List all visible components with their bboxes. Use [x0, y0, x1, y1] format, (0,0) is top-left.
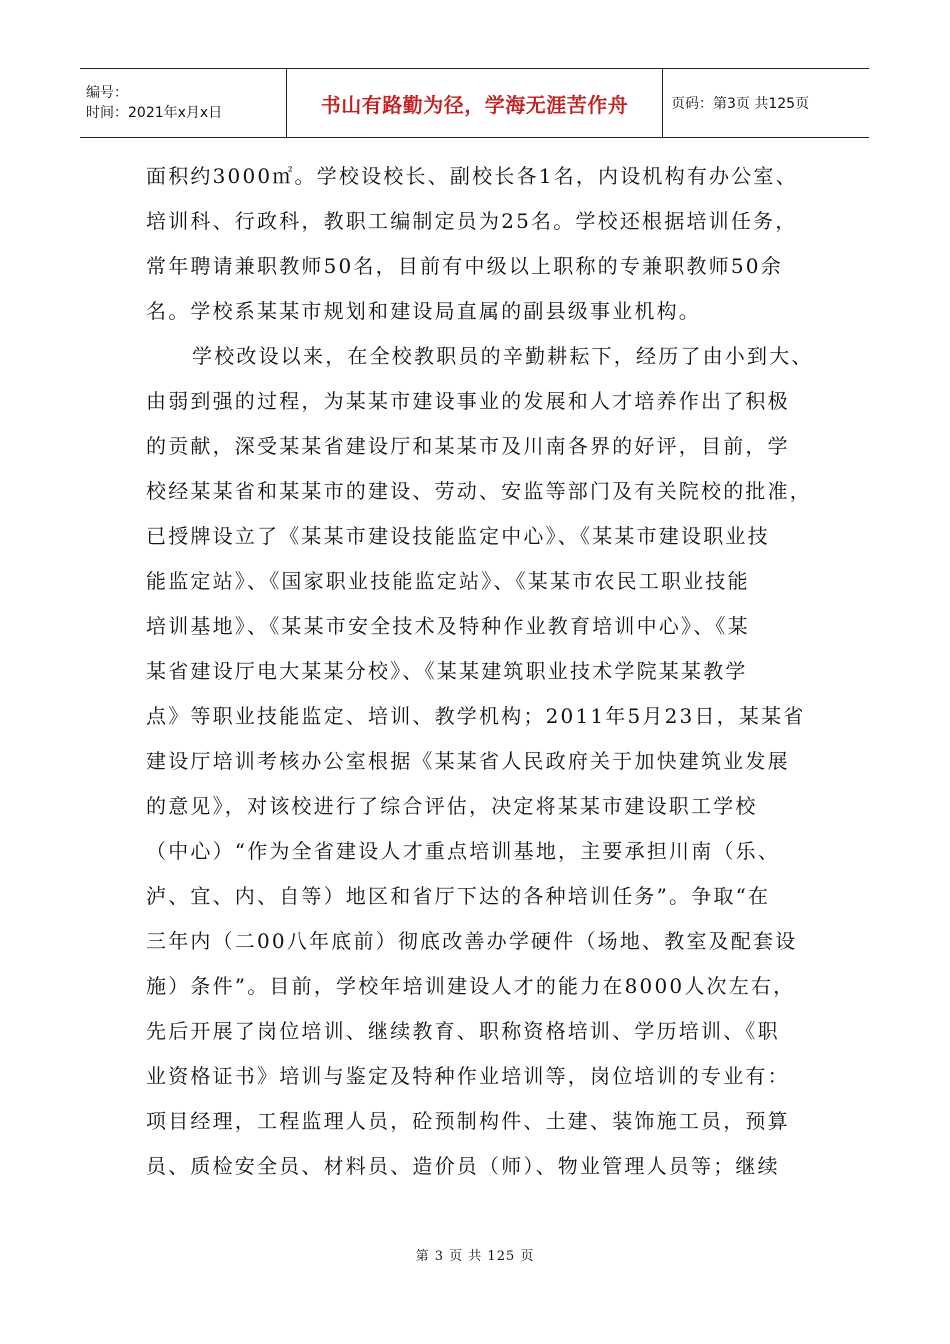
body-line: 面积约3000㎡。学校设校长、副校长各1名，内设机构有办公室、 — [146, 164, 798, 188]
motto: 书山有路勤为径，学海无涯苦作舟 — [320, 92, 629, 117]
body-line: （中心）“作为全省建设人才重点培训基地，主要承担川南（乐、 — [146, 839, 781, 863]
header-motto-cell — [287, 69, 663, 137]
body-line: 三年内（二00八年底前）彻底改善办学硬件（场地、教室及配套设 — [146, 929, 798, 953]
header-meta — [80, 69, 287, 137]
header-page-info-cell — [663, 69, 869, 137]
page-info: 页码：第3页 共125页 — [671, 96, 810, 112]
body-line: 能监定站》、《国家职业技能监定站》、《某某市农民工职业技能 — [146, 569, 750, 593]
body-line: 名。学校系某某市规划和建设局直属的副县级事业机构。 — [146, 299, 701, 323]
body-line: 业资格证书》培训与鉴定及特种作业培训等，岗位培训的专业有： — [146, 1064, 790, 1088]
body-line: 建设厅培训考核办公室根据《某某省人民政府关于加快建筑业发展 — [146, 749, 790, 773]
doc-number-label: 编号： — [86, 85, 128, 101]
body-line: 某省建设厅电大某某分校》、《某某建筑职业技术学院某某教学 — [146, 659, 748, 683]
body-line: 泸、宜、内、自等）地区和省厅下达的各种培训任务”。争取“在 — [146, 884, 771, 908]
body-line: 的贡献，深受某某省建设厅和某某市及川南各界的好评，目前，学 — [146, 434, 790, 458]
body-line: 的意见》，对该校进行了综合评估，决定将某某市建设职工学校 — [146, 794, 758, 818]
body-line: 已授牌设立了《某某市建设技能监定中心》、《某某市建设职业技 — [146, 524, 770, 548]
body-line: 常年聘请兼职教师50名，目前有中级以上职称的专兼职教师50余 — [146, 254, 783, 278]
body-line: 校经某某省和某某市的建设、劳动、安监等部门及有关院校的批准， — [146, 479, 812, 503]
date-text: 时间：2021年x月x日 — [86, 105, 223, 121]
body-line: 施）条件”。目前，学校年培训建设人才的能力在8000人次左右， — [146, 974, 796, 998]
document-body — [146, 154, 826, 1189]
body-line: 项目经理，工程监理人员，砼预制构件、土建、装饰施工员，预算 — [146, 1109, 790, 1133]
page-header — [80, 68, 869, 138]
page-footer — [0, 1245, 950, 1264]
footer-page-number: 第 3 页 共 125 页 — [415, 1249, 535, 1264]
body-line: 由弱到强的过程，为某某市建设事业的发展和人才培养作出了积极 — [146, 389, 790, 413]
body-line: 点》等职业技能监定、培训、教学机构；2011年5月23日，某某省 — [146, 704, 806, 728]
body-line: 培训科、行政科，教职工编制定员为25名。学校还根据培训任务， — [146, 209, 798, 233]
body-line: 先后开展了岗位培训、继续教育、职称资格培训、学历培训、《职 — [146, 1019, 780, 1043]
body-line: 员、质检安全员、材料员、造价员（师）、物业管理人员等；继续 — [146, 1154, 780, 1178]
body-line: 培训基地》、《某某市安全技术及特种作业教育培训中心》、《某 — [146, 614, 750, 638]
body-line: 学校改设以来，在全校教职员的辛勤耕耘下，经历了由小到大、 — [192, 344, 814, 368]
